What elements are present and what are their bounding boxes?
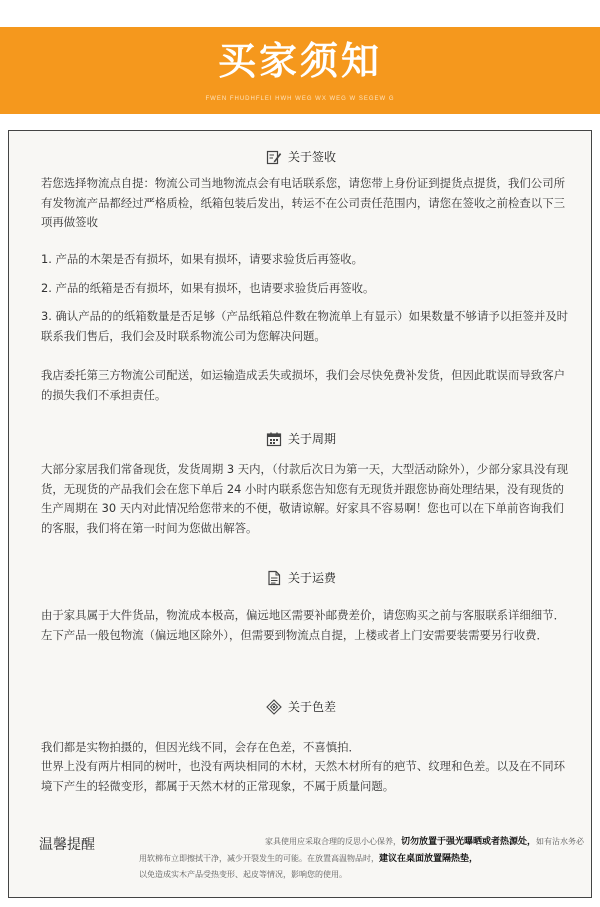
period-text: 大部分家居我们常备现货，发货周期 3 天内，（付款后次日为第一天，大型活动除外），少部分家具没有现货，无现货的产品我们会在您下单后 24 小时内联系您告知您有无现货并跟您协商处理结果，没有现货的生产周期在 30 天内对此情况给您带来的不便，敬请谅解。好家具不容易啊！您也可以在下单前咨询我们的客服，我们将在第一时间为您做出解答。 [41,462,569,535]
tips-text [139,834,584,883]
tips-line-1-c: 如有沾水务必 [536,837,584,846]
edit-document-icon [266,149,282,165]
notice-panel [8,130,592,898]
sign-item-1: 1. 产品的木架是否有损坏，如果有损坏，请要求验货后再签收。 [41,252,364,266]
section-header-shipping [9,567,593,589]
tips-line-1-bold: 切勿放置于强光曝晒或者热源处， [400,837,536,847]
tips-line-1 [139,834,584,851]
sign-item-2: 2. 产品的纸箱是否有损坏，如果有损坏，也请要求验货后再签收。 [41,281,375,295]
tips-line-2-a: 用软棉布立即擦拭干净，减少开裂发生的可能。在放置高温物品时， [139,853,379,863]
page-subtitle: FWEN FHUDHFLEI HWH WEG WX WEG W SEGEW G [205,96,395,102]
tips-line-1-a: 家具使用应采取合理的反思小心保养， [264,837,401,846]
section-title-sign: 关于签收 [287,150,336,164]
tips-title: 温馨提醒 [39,837,95,853]
section-header-sign [9,146,593,168]
document-icon [266,570,282,586]
section-title-period: 关于周期 [287,432,336,446]
shipping-text: 由于家具属于大件货品，物流成本极高，偏远地区需要补邮费差价，请您购买之前与客服联系详细细节．左下产品一般包物流（偏远地区除外），但需要到物流点自提，上楼或者上门安需要装需要另行收费． [41,608,565,642]
tips-line-2-bold: 建议在桌面放置隔热垫， [379,853,479,864]
tips-line-2 [139,851,584,868]
color-text-2: 世界上没有两片相同的树叶，也没有两块相同的木材，天然木材所有的疤节、纹理和色差。以及在不同环境下产生的轻微变形，都属于天然木材的正常现象，不属于质量问题。 [41,759,565,793]
section-title-color: 关于色差 [287,700,336,714]
sign-intro: 若您选择物流点自提：物流公司当地物流点会有电话联系您，请您带上身份证到提货点提货，我们公司所有发物流产品都经过严格质检，纸箱包装后发出，转运不在公司责任范围内，请您在签收之前检查以下三项再做签收 [41,176,565,230]
section-title-shipping: 关于运费 [287,571,336,585]
section-header-color [9,696,593,718]
header-banner [0,27,600,114]
diamond-pattern-icon [266,699,282,715]
color-text-1: 我们都是实物拍摄的，但因光线不同，会存在色差，不喜慎拍． [41,740,360,754]
calendar-icon [266,431,282,447]
page-title: 买家须知 [217,38,382,83]
tips-line-3: 以免造成实木产品受热变形、起皮等情况，影响您的使用。 [139,870,347,879]
sign-item-3: 3. 确认产品的的纸箱数量是否足够（产品纸箱总件数在物流单上有显示）如果数量不够请予以拒签并及时联系我们售后，我们会及时联系物流公司为您解决问题。 [41,309,569,343]
sign-note: 我店委托第三方物流公司配送，如运输造成丢失或损坏，我们会尽快免费补发货，但因此耽误而导致客户的损失我们不承担责任。 [41,368,565,402]
section-header-period [9,428,593,450]
